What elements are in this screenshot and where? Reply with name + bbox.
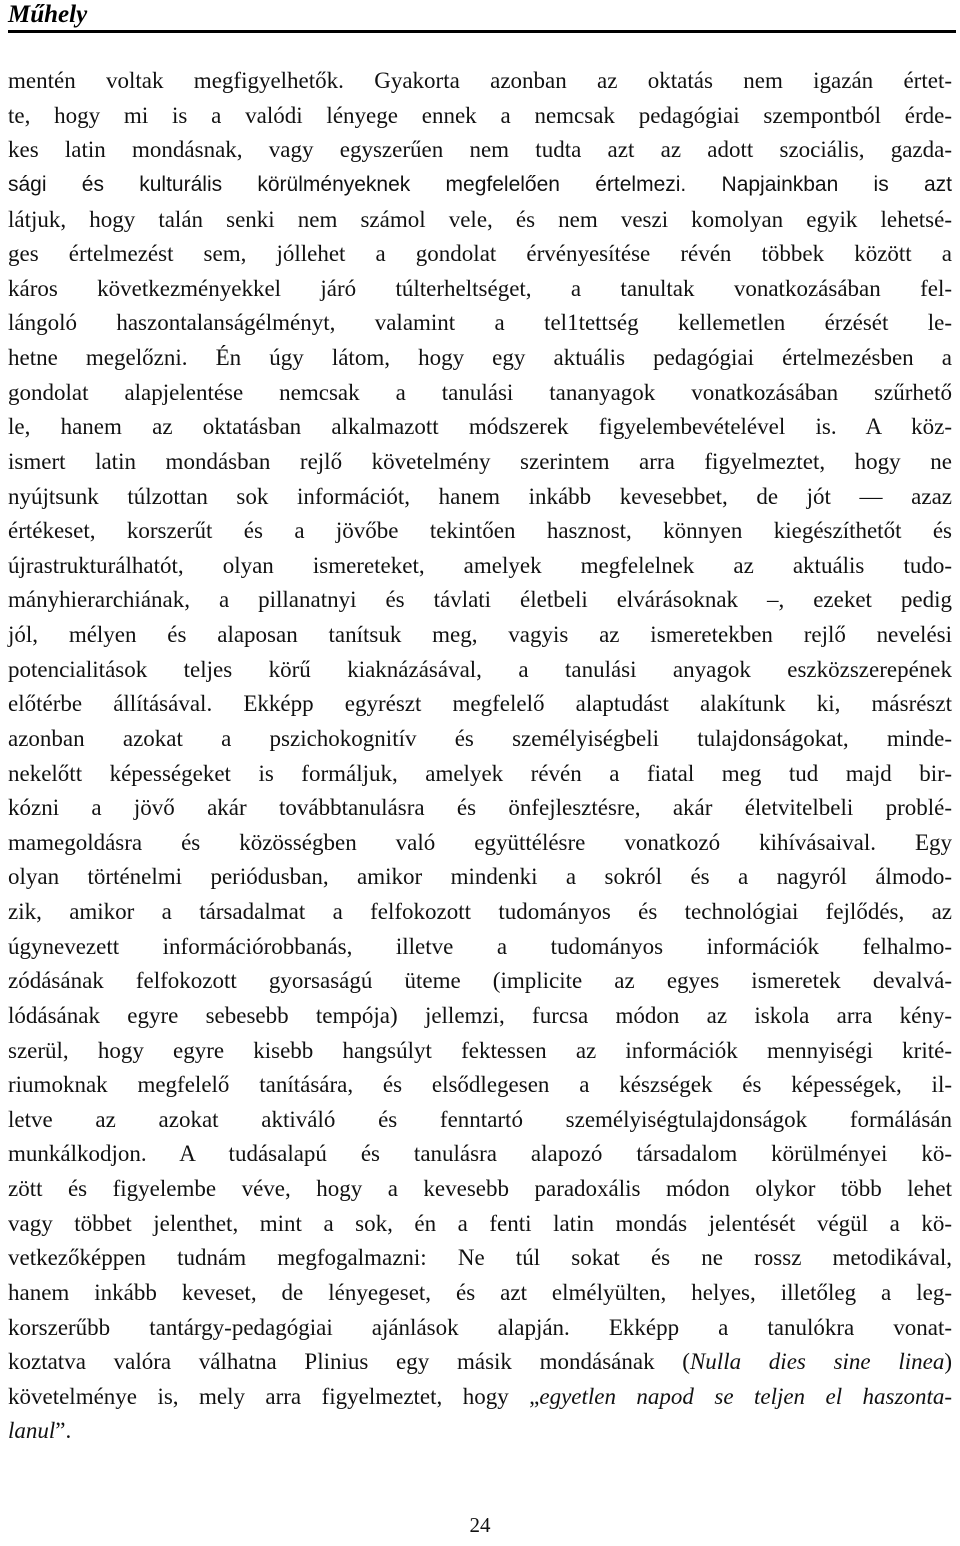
text-line: hetne megelőzni. Én úgy látom, hogy egy aktuális pedagógiai értelmezésben a: [8, 345, 952, 370]
hungarian-quote-end: lanul: [8, 1418, 56, 1444]
text-line: sági és kulturális körülményeknek megfelelően értelmezi. Napjainkban is azt: [8, 172, 952, 196]
text-line: látjuk, hogy talán senki nem számol vele, és nem veszi komolyan egyik lehetsé-: [8, 206, 952, 232]
text-segment: követelménye is, mely arra figyelmeztet, hogy „: [8, 1383, 540, 1409]
page-number: 24: [469, 1513, 491, 1537]
text-line: értékeset, korszerűt és a jövőbe tekintően hasznost, könnyen kiegészíthetőt és: [8, 518, 952, 544]
body-paragraph: [8, 64, 952, 1449]
text-line: [8, 1380, 952, 1415]
text-line: letve az azokat aktiváló és fenntartó személyiségtulajdonságok formálásán: [8, 1106, 952, 1132]
closing-quote: ”.: [55, 1418, 72, 1444]
text-line: úgynevezett információrobbanás, illetve a tudományos információk felhalmo-: [8, 933, 952, 959]
text-line: szerül, hogy egyre kisebb hangsúlyt fektessen az információk mennyiségi krité-: [8, 1037, 952, 1063]
text-line: vetkezőképpen tudnám megfogalmazni: Ne túl sokat és ne rossz metodikával,: [8, 1245, 952, 1271]
text-line: előtérbe állításával. Ekképp egyrészt megfelelő alaptudást alakítunk ki, másrészt: [8, 691, 952, 717]
text-line: lódásának egyre sebesebb tempója) jellemzi, furcsa módon az iskola arra kény-: [8, 1002, 952, 1028]
text-line: jól, mélyen és alaposan tanítsuk meg, vagyis az ismeretekben rejlő nevelési: [8, 622, 952, 647]
header-rule: [8, 30, 956, 33]
text-line: azonban azokat a pszichokognitív és személyiségbeli tulajdonságokat, minde-: [8, 725, 952, 751]
text-segment: ): [944, 1349, 952, 1375]
text-line: potencialitások teljes körű kiaknázásával, a tanulási anyagok eszközszerepének: [8, 656, 952, 682]
text-line: riumoknak megfelelő tanítására, és elsődlegesen a készségek és képességek, il-: [8, 1072, 952, 1098]
text-line: zik, amikor a társadalmat a felfokozott tudományos és technológiai fejlődés, az: [8, 899, 952, 924]
text-line: kes latin mondásnak, vagy egyszerűen nem tudta azt az adott szociális, gazda-: [8, 137, 952, 163]
text-line: mentén voltak megfigyelhetők. Gyakorta azonban az oktatás nem igazán értet-: [8, 68, 952, 93]
text-line: kózni a jövő akár továbbtanulásra és önfejlesztésre, akár életvitelbeli problé-: [8, 795, 952, 821]
text-line: nyújtsunk túlzottan sok információt, hanem inkább kevesebbet, de jót — azaz: [8, 483, 952, 509]
text-line: te, hogy mi is a valódi lényege ennek a nemcsak pedagógiai szempontból érde-: [8, 102, 952, 128]
text-line: le, hanem az oktatásban alkalmazott módszerek figyelembevételével is. A köz-: [8, 414, 952, 440]
text-line: nekelőtt képességeket is formáljuk, amelyek révén a fiatal meg tud majd bir-: [8, 760, 952, 786]
text-line: ges értelmezést sem, jóllehet a gondolat érvényesítése révén többek között a: [8, 241, 952, 267]
text-line: vagy többet jelenthet, mint a sok, én a fenti latin mondás jelentését végül a kö-: [8, 1210, 952, 1236]
text-line: [8, 1414, 952, 1449]
text-line: olyan történelmi periódusban, amikor mindenki a sokról és a nagyról álmodo-: [8, 864, 952, 890]
text-line: káros következményekkel járó túlterheltséget, a tanultak vonatkozásában fel-: [8, 275, 952, 301]
text-line: zött és figyelembe véve, hogy a kevesebb paradoxális módon olykor több lehet: [8, 1176, 952, 1201]
latin-quote: Nulla dies sine linea: [689, 1349, 945, 1375]
text-line: munkálkodjon. A tudásalapú és tanulásra alapozó társadalom körülményei kö-: [8, 1141, 952, 1167]
text-line: hanem inkább keveset, de lényegeset, és azt elmélyülten, helyes, illetőleg a leg-: [8, 1279, 952, 1305]
section-title: Műhely: [8, 1, 88, 28]
text-line: zódásának felfokozott gyorsaságú üteme (implicite az egyes ismeretek devalvá-: [8, 968, 952, 994]
text-line: újrastrukturálhatót, olyan ismereteket, amelyek megfelelnek az aktuális tudo-: [8, 552, 952, 578]
text-line: lángoló haszontalanságélményt, valamint a tel1tettség kellemetlen érzését le-: [8, 310, 952, 336]
text-line: ismert latin mondásban rejlő követelmény szerintem arra figyelmeztet, hogy ne: [8, 448, 952, 474]
hungarian-quote: egyetlen napod se teljen el haszonta-: [539, 1383, 952, 1409]
running-header: [8, 0, 956, 36]
text-line: mányhierarchiának, a pillanatnyi és távlati életbeli elvárásoknak –, ezeket pedig: [8, 587, 952, 613]
text-line: gondolat alapjelentése nemcsak a tanulási tananyagok vonatkozásában szűrhető: [8, 379, 952, 405]
text-line: korszerűbb tantárgy-pedagógiai ajánlások alapján. Ekképp a tanulókra vonat-: [8, 1314, 952, 1340]
text-segment: koztatva valóra válhatna Plinius egy másik mondásának (: [8, 1349, 690, 1375]
text-line: [8, 1345, 952, 1380]
text-line: mamegoldásra és közösségben való együttélésre vonatkozó kihívásaival. Egy: [8, 829, 952, 855]
